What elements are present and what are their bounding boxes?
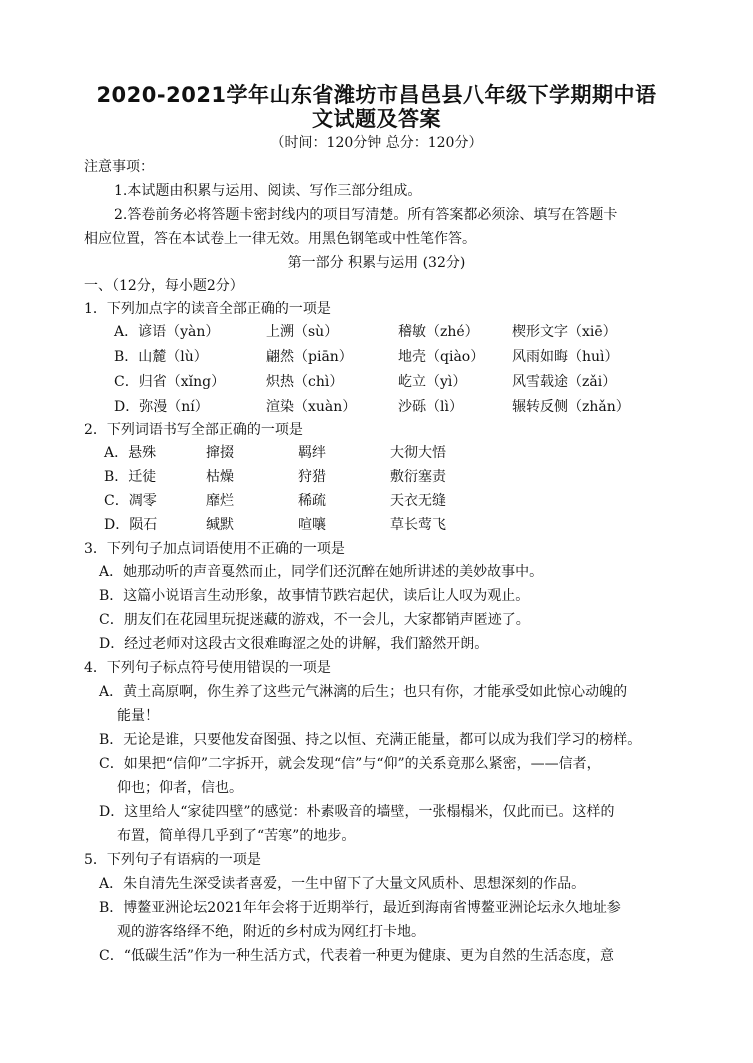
q1-c-3: 屹立（yì）	[398, 374, 467, 390]
q4-option-c-line1: C．如果把“信仰”二字拆开，就会发现“信”与“仰”的关系竟那么紧密，——信者，	[99, 756, 601, 772]
q1-a-1: A．谚语（yàn）	[114, 324, 220, 340]
q2-b-4: 敷衍塞责	[390, 469, 446, 485]
q3-option-c: C．朋友们在花园里玩捉迷藏的游戏，不一会儿，大家都销声匿迹了。	[99, 612, 530, 628]
part1-heading: 第一部分 积累与运用 (32分)	[287, 255, 466, 271]
q5-option-b-line2: 观的游客络绎不绝，附近的乡村成为网红打卡地。	[117, 924, 425, 940]
page-title-line1: 2020-2021学年山东省潍坊市昌邑县八年级下学期期中语	[96, 83, 657, 107]
q1-c-2: 炽热（chì）	[266, 374, 344, 390]
q4-stem: 4．下列句子标点符号使用错误的一项是	[84, 660, 331, 676]
q4-option-b: B．无论是谁，只要他发奋图强、持之以恒、充满正能量，都可以成为我们学习的榜样。	[99, 732, 642, 748]
q2-a-2: 撺掇	[206, 445, 234, 461]
q5-option-c: C．“低碳生活”作为一种生活方式，代表着一种更为健康、更为自然的生活态度，意	[99, 948, 615, 964]
q1-d-3: 沙砾（lì）	[398, 399, 463, 415]
q2-stem: 2．下列词语书写全部正确的一项是	[84, 422, 303, 438]
section1-heading: 一、（12分，每小题2分）	[84, 278, 244, 294]
q1-a-3: 稽敏（zhé）	[398, 324, 479, 340]
q1-d-4: 辗转反侧（zhǎn）	[512, 399, 630, 415]
q2-a-3: 羁绊	[298, 445, 326, 461]
q1-b-2: 翩然（piān）	[266, 349, 353, 365]
q1-d-1: D．弥漫（ní）	[114, 399, 209, 415]
q1-b-3: 地壳（qiào）	[398, 349, 485, 365]
q4-option-a-line1: A．黄土高原啊，你生养了这些元气淋漓的后生；也只有你，才能承受如此惊心动魄的	[99, 684, 628, 700]
q5-option-a: A．朱自清先生深受读者喜爱，一生中留下了大量文风质朴、思想深刻的作品。	[99, 876, 586, 892]
q2-d-4: 草长莺飞	[390, 517, 446, 533]
notice-item-2b: 相应位置，答在本试卷上一律无效。用黑色钢笔或中性笔作答。	[84, 231, 476, 247]
q2-b-2: 枯燥	[206, 469, 234, 485]
q1-c-4: 风雪载途（zǎi）	[512, 374, 617, 390]
q1-a-4: 楔形文字（xiē）	[512, 324, 617, 340]
notice-item-1: 1.本试题由积累与运用、阅读、写作三部分组成。	[114, 183, 422, 199]
q5-option-b-line1: B．博鳌亚洲论坛2021年年会将于近期举行，最近到海南省博鳌亚洲论坛永久地址参	[99, 900, 621, 916]
q3-stem: 3．下列句子加点词语使用不正确的一项是	[84, 541, 345, 557]
q2-c-2: 靡烂	[206, 493, 234, 509]
q2-d-1: D．陨石	[104, 517, 158, 533]
q2-d-2: 缄默	[206, 517, 234, 533]
q2-c-3: 稀疏	[298, 493, 326, 509]
q2-b-1: B．迁徒	[104, 469, 157, 485]
q2-a-1: A．悬殊	[104, 445, 157, 461]
q1-d-2: 渲染（xuàn）	[266, 399, 357, 415]
exam-subtitle: （时间：120分钟 总分：120分）	[270, 135, 483, 151]
q1-b-1: B．山麓（lù）	[114, 349, 208, 365]
q3-option-b: B．这篇小说语言生动形象，故事情节跌宕起伏，读后让人叹为观止。	[99, 588, 530, 604]
notice-item-2a: 2.答卷前务必将答题卡密封线内的项目写清楚。所有答案都必须涂、填写在答题卡	[114, 207, 618, 223]
q2-b-3: 狩猎	[298, 469, 326, 485]
q5-stem: 5．下列句子有语病的一项是	[84, 852, 261, 868]
q1-a-2: 上溯（sù）	[266, 324, 339, 340]
q4-option-d-line2: 布置，简单得几乎到了“苦寒”的地步。	[117, 828, 356, 844]
q2-d-3: 喧嚷	[298, 517, 326, 533]
q2-c-1: C．凋零	[104, 493, 157, 509]
q1-c-1: C．归省（xǐng）	[114, 374, 226, 390]
q4-option-c-line2: 仰也；仰者，信也。	[117, 780, 243, 796]
notice-heading: 注意事项：	[84, 159, 154, 175]
q4-option-a-line2: 能量！	[117, 708, 159, 724]
q1-stem: 1．下列加点字的读音全部正确的一项是	[84, 301, 331, 317]
q3-option-a: A．她那动听的声音戛然而止，同学们还沉醉在她所讲述的美妙故事中。	[99, 564, 544, 580]
q4-option-d-line1: D．这里给人“家徒四壁”的感觉：朴素吸音的墙壁，一张榻榻米，仅此而已。这样的	[99, 804, 615, 820]
q2-a-4: 大彻大悟	[390, 445, 446, 461]
q3-option-d: D．经过老师对这段古文很难晦涩之处的讲解，我们豁然开朗。	[99, 636, 489, 652]
q2-c-4: 天衣无缝	[390, 493, 446, 509]
page-title-line2: 文试题及答案	[312, 107, 441, 131]
q1-b-4: 风雨如晦（huì）	[512, 349, 619, 365]
